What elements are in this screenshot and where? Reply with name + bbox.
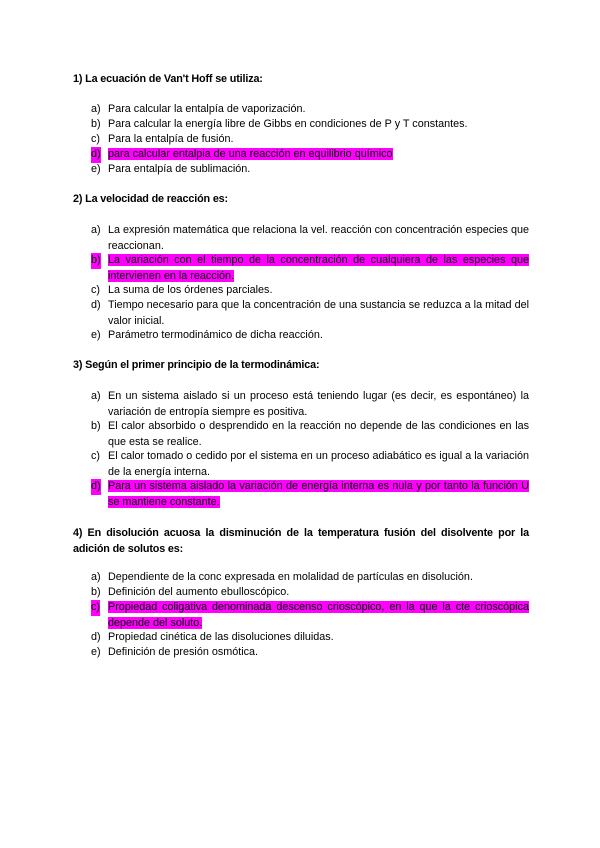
option-letter: e) [91,163,101,175]
option-text: La variación con el tiempo de la concentración de cualquiera de las especies que intervienen en la reacción. [108,254,529,282]
option-letter: a) [91,390,101,402]
option-text: para calcular entalpia de una reacción en equilibrio químico [108,148,393,160]
option-text: Tiempo necesario para que la concentración de una sustancia se reduzca a la mitad del valor inicial. [108,299,529,327]
option-text: Para calcular la entalpía de vaporización. [108,103,306,115]
option-letter: a) [91,571,101,583]
option-text: En un sistema aislado si un proceso está teniendo lugar (es decir, es espontáneo) la variación de entropía siempre es positiva. [108,390,529,418]
option-text: El calor absorbido o desprendido en la reacción no depende de las condiciones en las que esta se realice. [108,420,529,448]
option-text: Para la entalpía de fusión. [108,133,234,145]
option-text: Definición del aumento ebulloscópico. [108,586,290,598]
option-letter: d) [91,479,101,495]
option-text: Dependiente de la conc expresada en molalidad de partículas en disolución. [108,571,473,583]
option-letter: a) [91,224,101,236]
option-letter: c) [91,600,100,616]
option-text: Definición de presión osmótica. [108,646,259,658]
option-letter: e) [91,329,101,341]
question-4-title: 4) En disolución acuosa la disminución de la temperatura fusión del disolvente por la adición de solutos es: [73,527,529,555]
option-text: Propiedad cinética de las disoluciones diluidas. [108,631,334,643]
option-text: La expresión matemática que relaciona la vel. reacción con concentración especies que reaccionan. [108,224,529,252]
option-letter: e) [91,646,101,658]
option-text: Para calcular la energía libre de Gibbs en condiciones de P y T constantes. [108,118,468,130]
option-text: Propiedad coligativa denominada descenso crioscópico, en la que la cte crioscópica depende del soluto. [108,601,529,629]
option-letter: b) [91,420,101,432]
option-text: La suma de los órdenes parciales. [108,284,273,296]
option-letter: b) [91,253,101,269]
option-letter: c) [91,450,100,462]
option-letter: c) [91,133,100,145]
option-letter: c) [91,284,100,296]
option-letter: a) [91,103,101,115]
option-letter: d) [91,147,101,163]
question-3-title: 3) Según el primer principio de la termodinámica: [73,359,320,371]
option-text: Parámetro termodinámico de dicha reacción. [108,329,323,341]
option-letter: b) [91,118,101,130]
option-text: Para un sistema aislado la variación de energía interna es nula y por tanto la función U se mantiene constante. [108,480,529,508]
option-letter: d) [91,299,101,311]
question-1-title: 1) La ecuación de Van't Hoff se utiliza: [73,73,263,85]
option-letter: d) [91,631,101,643]
option-letter: b) [91,586,101,598]
option-text: Para entalpía de sublimación. [108,163,251,175]
option-text: El calor tomado o cedido por el sistema en un proceso adiabático es igual a la variación de la energía interna. [108,450,529,478]
question-2-title: 2) La velocidad de reacción es: [73,193,228,205]
